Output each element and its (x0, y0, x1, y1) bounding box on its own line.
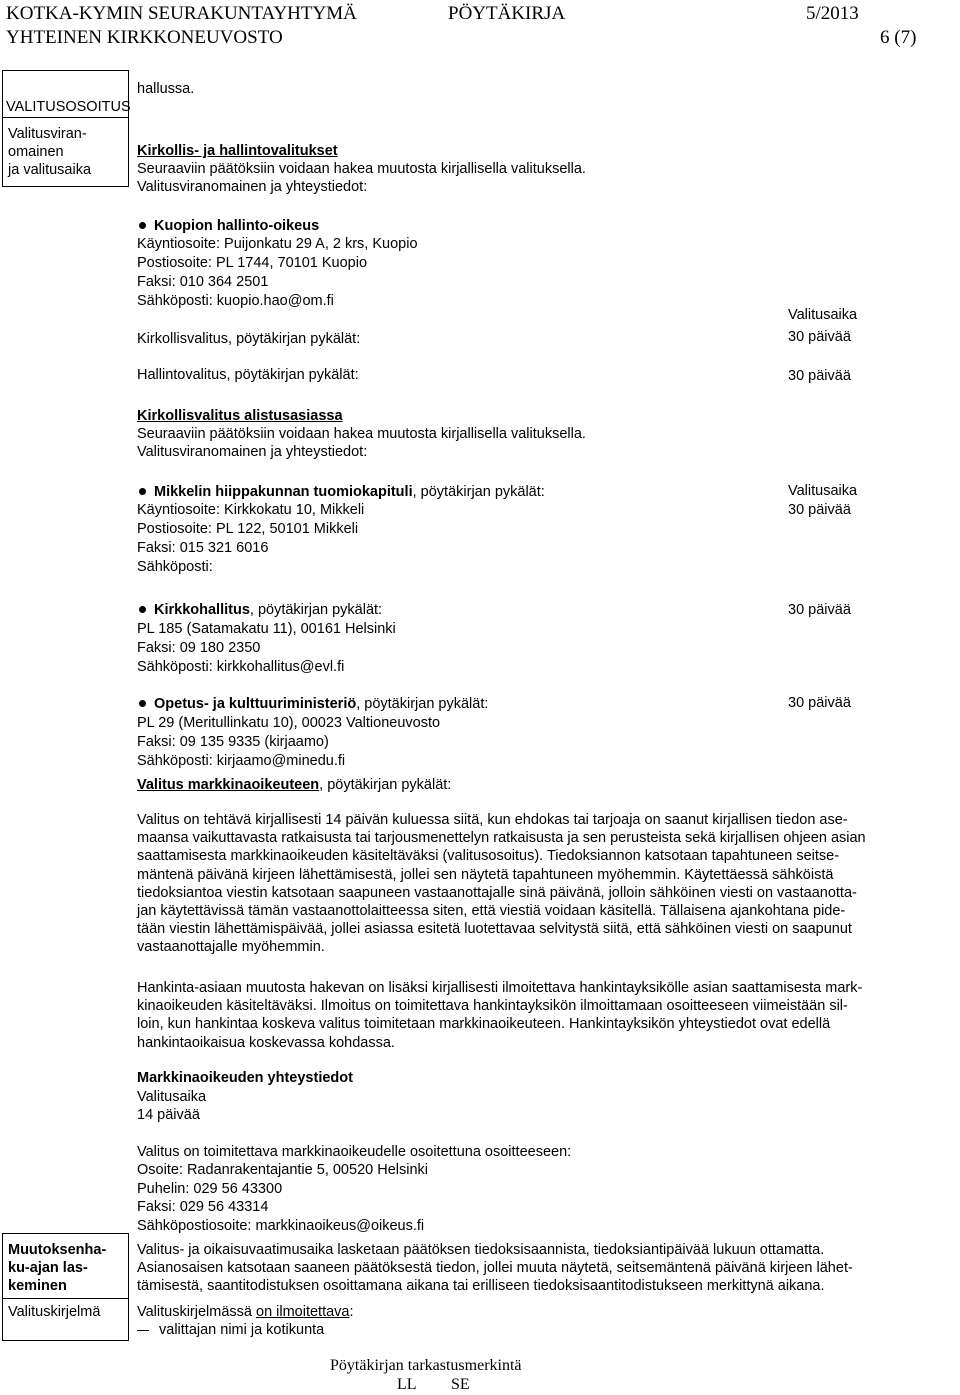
bullet-icon (139, 700, 146, 707)
time-admin: 30 päivää (788, 368, 851, 384)
letter-item: valittajan nimi ja kotikunta (137, 1321, 324, 1339)
table-border-left (2, 70, 3, 187)
page-number: 6 (7) (880, 27, 917, 48)
dash-icon (137, 1330, 149, 1331)
court-post: Postiosoite: PL 1744, 70101 Kuopio (137, 255, 368, 271)
ministry-email: Sähköposti: kirjaamo@minedu.fi (137, 753, 346, 769)
authority-label-2: omainen (8, 144, 64, 160)
authority-label-3: ja valitusaika (8, 162, 92, 178)
market-contact-heading: Markkinaoikeuden yhteystiedot (137, 1070, 353, 1086)
letter-intro: Valituskirjelmässä on ilmoitettava: (137, 1304, 354, 1320)
court-email: Sähköposti: kuopio.hao@om.fi (137, 293, 334, 309)
calc-paragraph: Valitus- ja oikaisuvaatimusaika lasketaan päätöksen tiedoksisaannista, tiedoksiantipäivää lukuun ottamatta. Asianosaisen katsotaan saaneen päätöksestä tiedon, jollei muuta näytetä, seitsemäntenä päivänä kirjeen lähet- tämisestä, saantitodistuksen osoittamana aikana tai erilliseen tiedoksisaantitodistukseen merkittynä aikana. (137, 1242, 853, 1295)
chapter-name: Mikkelin hiippakunnan tuomiokapituli, pöytäkirjan pykälät: (137, 483, 545, 501)
footer-initials-1: LL (397, 1376, 417, 1393)
board-name: YHTEINEN KIRKKONEUVOSTO (6, 27, 283, 48)
table-border-left-2 (2, 1233, 3, 1341)
bullet-icon (139, 222, 146, 229)
court-name: Kuopion hallinto-oikeus (137, 217, 319, 235)
chapter-visit: Käyntiosoite: Kirkkokatu 10, Mikkeli (137, 502, 365, 518)
kirkollis-line2: Valitusviranomainen ja yhteystiedot: (137, 179, 368, 195)
kh-name: Kirkkohallitus, pöytäkirjan pykälät: (137, 601, 382, 619)
chapter-post: Postiosoite: PL 122, 50101 Mikkeli (137, 521, 359, 537)
kh-fax: Faksi: 09 180 2350 (137, 640, 261, 656)
chapter-fax: Faksi: 015 321 6016 (137, 540, 269, 556)
bullet-icon (139, 488, 146, 495)
authority-label-1: Valitusviran- (8, 126, 87, 142)
change-label-3: keminen (8, 1278, 67, 1294)
time-kh: 30 päivää (788, 602, 851, 618)
kirkollis-heading: Kirkollis- ja hallintovalitukset (137, 143, 338, 159)
table-border-letter (2, 1298, 129, 1299)
market-deliver: Valitus on toimitettava markkinaoikeudelle osoitettuna osoitteeseen: (137, 1144, 572, 1160)
org-name: KOTKA-KYMIN SEURAKUNTAYHTYMÄ (6, 3, 357, 24)
market-email: Sähköpostiosoite: markkinaoikeus@oikeus.fi (137, 1218, 425, 1234)
church-appeal: Kirkollisvalitus, pöytäkirjan pykälät: (137, 331, 361, 347)
footer-initials-2: SE (451, 1376, 470, 1393)
change-label-2: ku-ajan las- (8, 1260, 88, 1276)
doc-number: 5/2013 (806, 3, 859, 24)
table-border-top (2, 70, 129, 71)
market-time-header: Valitusaika (137, 1089, 207, 1105)
market-paragraph-1: Valitus on tehtävä kirjallisesti 14 päivän kuluessa siitä, kun ehdokas tai tarjoaja on saanut kirjallisen tiedon ase- maansa vaikuttavasta ratkaisusta tai tarjousmenettelyn ratkaisusta ja sen perusteista sekä kirjallisen ohjeen asian saattamisesta markkinaoikeuden käsiteltäväksi (valitusosoitus). Tiedoksiannon katsotaan tapahtuneen seitse- mäntenä päivänä kirjeen lähettämisestä, jollei sen näytetä tapahtuneen myöhemmin. Käytettäessä sähköistä tiedoksiantoa viestin katsotaan saapuneen vastaanottajalle sinä päivänä, jolloin sähköinen viesti on vastaanotta- jan käytettävissä tämän vastaanottolaitteessa siten, että viestiä voidaan käsitellä. Tällaisena ajankohtana pide- tään viestin lähettämispäivää, jollei asiassa esitetä luotettavaa selvitystä siitä, että sähköinen viesti on saapunut vastaanottajalle myöhemmin. (137, 812, 866, 956)
ministry-fax: Faksi: 09 135 9335 (kirjaamo) (137, 734, 329, 750)
ministry-post: PL 29 (Meritullinkatu 10), 00023 Valtioneuvosto (137, 715, 441, 731)
market-fax: Faksi: 029 56 43314 (137, 1199, 269, 1215)
market-address: Osoite: Radanrakentajantie 5, 00520 Helsinki (137, 1162, 428, 1178)
alistus-heading: Kirkollisvalitus alistusasiassa (137, 408, 343, 424)
alistus-line1: Seuraaviin päätöksiin voidaan hakea muutosta kirjallisella valituksella. (137, 426, 586, 442)
section-label: VALITUSOSOITUS (6, 99, 131, 115)
time-header-2: Valitusaika (788, 483, 858, 499)
admin-appeal: Hallintovalitus, pöytäkirjan pykälät: (137, 367, 359, 383)
change-label-1: Muutoksenha- (8, 1242, 107, 1258)
footer-label: Pöytäkirjan tarkastusmerkintä (330, 1357, 522, 1374)
doc-type: PÖYTÄKIRJA (448, 3, 566, 24)
market-heading: Valitus markkinaoikeuteen, pöytäkirjan pykälät: (137, 777, 452, 793)
time-ministry: 30 päivää (788, 695, 851, 711)
court-visit: Käyntiosoite: Puijonkatu 29 A, 2 krs, Kuopio (137, 236, 418, 252)
table-border-divider (128, 70, 129, 187)
time-church: 30 päivää (788, 329, 851, 345)
table-border-divider-2 (128, 1233, 129, 1341)
alistus-line2: Valitusviranomainen ja yhteystiedot: (137, 444, 368, 460)
time-header-1: Valitusaika (788, 307, 858, 323)
kirkollis-line1: Seuraaviin päätöksiin voidaan hakea muutosta kirjallisella valituksella. (137, 161, 586, 177)
table-border-authority (2, 186, 129, 187)
market-time-value: 14 päivää (137, 1107, 200, 1123)
bullet-icon (139, 606, 146, 613)
table-border-section (2, 117, 129, 118)
kh-email: Sähköposti: kirkkohallitus@evl.fi (137, 659, 345, 675)
chapter-email: Sähköposti: (137, 559, 213, 575)
market-paragraph-2: Hankinta-asiaan muutosta hakevan on lisäksi kirjallisesti ilmoitettava hankintayksikölle asian saattamisesta mark- kinaoikeuden käsiteltäväksi. Ilmoitus on toimitettava hankintayksikön ilmoittamaan osoitteeseen viimeistään sil- loin, kun hankintaa koskeva valitus toimitetaan markkinaoikeuteen. Hankintayksikön yhteystiedot ovat edellä hankintaoikaisua koskevassa kohdassa. (137, 980, 863, 1051)
ministry-name: Opetus- ja kulttuuriministeriö, pöytäkirjan pykälät: (137, 695, 488, 713)
time-chapter: 30 päivää (788, 502, 851, 518)
table-border-calc (2, 1233, 129, 1234)
court-fax: Faksi: 010 364 2501 (137, 274, 269, 290)
market-phone: Puhelin: 029 56 43300 (137, 1181, 283, 1197)
kh-post: PL 185 (Satamakatu 11), 00161 Helsinki (137, 621, 396, 637)
hallussa-text: hallussa. (137, 81, 195, 97)
table-border-bottom (2, 1340, 129, 1341)
letter-label: Valituskirjelmä (8, 1304, 101, 1320)
